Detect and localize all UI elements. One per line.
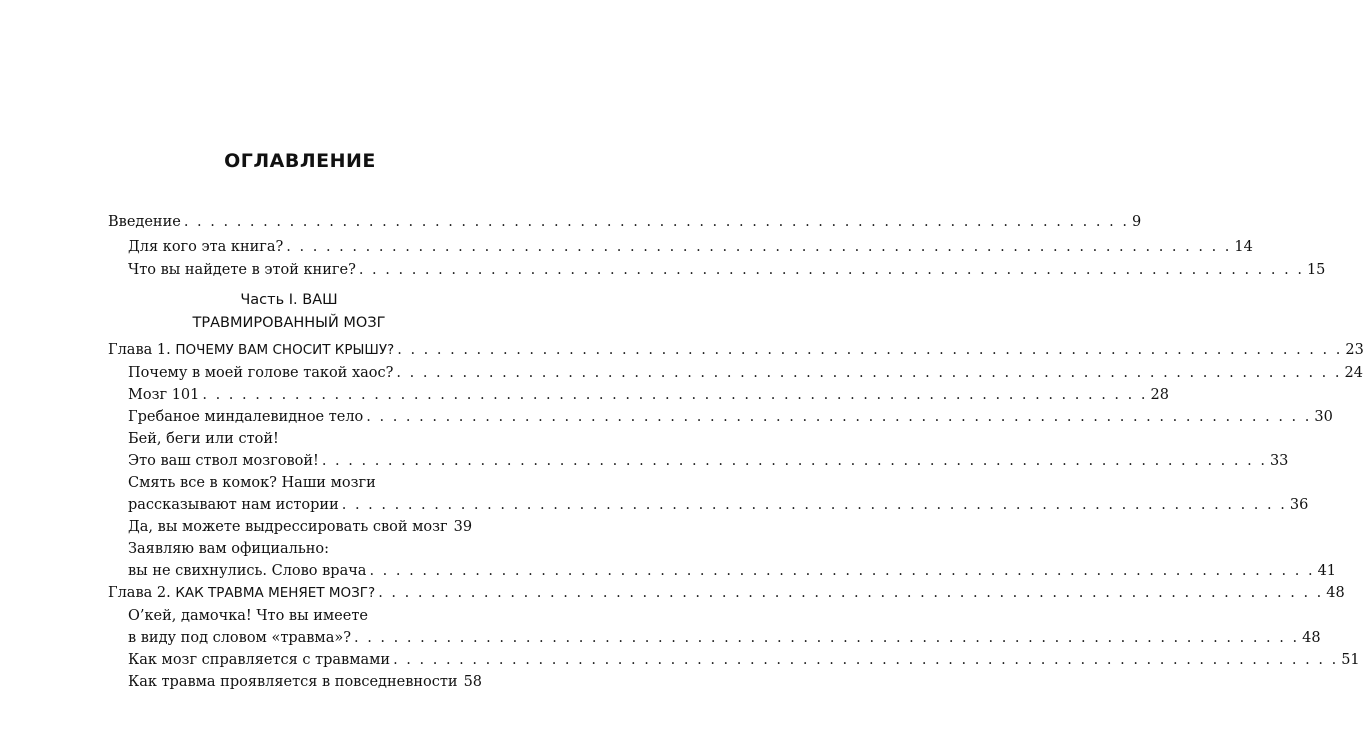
dot-leader bbox=[396, 364, 1341, 382]
toc-entry-page: 14 bbox=[1234, 239, 1253, 255]
toc-entry[interactable] bbox=[128, 408, 1333, 426]
page-title: ОГЛАВЛЕНИЕ bbox=[224, 150, 376, 172]
toc-entry-line[interactable] bbox=[128, 607, 470, 625]
toc-entry-label: Как травма проявляется в повседневности bbox=[128, 674, 458, 690]
chapter-title: КАК ТРАВМА МЕНЯЕТ МОЗГ? bbox=[175, 585, 376, 601]
toc-entry-page: 24 bbox=[1344, 365, 1363, 381]
toc-entry-page: 36 bbox=[1289, 497, 1309, 513]
toc-entry-page: 33 bbox=[1269, 453, 1289, 469]
toc-entry[interactable] bbox=[128, 629, 1321, 647]
chapter-title: ПОЧЕМУ ВАМ СНОСИТ КРЫШУ? bbox=[175, 342, 395, 358]
toc-entry[interactable] bbox=[128, 562, 1337, 580]
toc-entry-introduction[interactable] bbox=[108, 213, 1142, 231]
toc-entry-line[interactable] bbox=[128, 540, 470, 558]
toc-entry-label: Почему в моей голове такой хаос? bbox=[128, 365, 394, 381]
part-heading-line: Часть I. ВАШ bbox=[240, 292, 338, 308]
toc-entry-label: Смять все в комок? Наши мозги bbox=[128, 475, 376, 491]
toc-entry-line[interactable] bbox=[128, 474, 470, 492]
toc-entry-label: Как мозг справляется с травмами bbox=[128, 652, 391, 668]
toc-entry-page: 9 bbox=[1131, 214, 1142, 230]
toc-entry-label: Мозг 101 bbox=[128, 387, 200, 403]
dot-leader bbox=[286, 238, 1231, 256]
toc-entry-label: Что вы найдете в этой книге? bbox=[128, 262, 356, 278]
toc-entry-page: 28 bbox=[1150, 387, 1169, 403]
toc-entry[interactable] bbox=[128, 386, 1169, 404]
toc-entry-label: Для кого эта книга? bbox=[128, 239, 284, 255]
chapter-label bbox=[108, 341, 394, 359]
dot-leader bbox=[378, 584, 1323, 602]
toc-entry[interactable] bbox=[128, 496, 1309, 514]
dot-leader bbox=[397, 341, 1342, 359]
part-heading-line: ТРАВМИРОВАННЫЙ МОЗГ bbox=[192, 315, 386, 331]
toc-entry-page: 15 bbox=[1306, 262, 1326, 278]
toc-entry-label: вы не свихнулись. Слово врача bbox=[128, 563, 367, 579]
toc-entry-page: 58 bbox=[463, 674, 483, 690]
toc-entry-label: Да, вы можете выдрессировать свой мозг bbox=[128, 519, 448, 535]
toc-entry-label: О’кей, дамочка! Что вы имеете bbox=[128, 608, 368, 624]
toc-entry[interactable] bbox=[128, 651, 1360, 669]
toc-entry-line[interactable] bbox=[128, 430, 470, 448]
toc-entry-label: Бей, беги или стой! bbox=[128, 431, 279, 447]
toc-chapter-1[interactable] bbox=[108, 341, 1364, 359]
toc-entry-label: Гребаное миндалевидное тело bbox=[128, 409, 364, 425]
toc-entry-label: Заявляю вам официально: bbox=[128, 541, 330, 557]
dot-leader bbox=[184, 213, 1129, 231]
toc-entry-page: 39 bbox=[453, 519, 473, 535]
toc-entry[interactable] bbox=[128, 452, 1289, 470]
toc-entry[interactable] bbox=[128, 238, 1253, 256]
toc-chapter-2[interactable] bbox=[108, 584, 1345, 602]
dot-leader bbox=[202, 386, 1147, 404]
chapter-label bbox=[108, 584, 375, 602]
dot-leader bbox=[393, 651, 1338, 669]
dot-leader bbox=[322, 452, 1267, 470]
chapter-prefix: Глава 1. bbox=[108, 342, 171, 358]
toc-entry-label: в виду под словом «травма»? bbox=[128, 630, 351, 646]
toc-entry-page: 48 bbox=[1302, 630, 1321, 646]
toc-entry-label: рассказывают нам истории bbox=[128, 497, 339, 513]
toc-entry-page: 23 bbox=[1345, 342, 1364, 358]
dot-leader bbox=[369, 562, 1314, 580]
dot-leader bbox=[342, 496, 1287, 514]
toc-entry[interactable] bbox=[128, 518, 473, 536]
chapter-prefix: Глава 2. bbox=[108, 585, 171, 601]
dot-leader bbox=[366, 408, 1311, 426]
toc-entry[interactable] bbox=[128, 364, 1363, 382]
toc-entry-page: 51 bbox=[1341, 652, 1360, 668]
dot-leader bbox=[354, 629, 1299, 647]
toc-entry-page: 48 bbox=[1326, 585, 1345, 601]
toc-entry[interactable] bbox=[128, 673, 483, 691]
dot-leader bbox=[359, 261, 1304, 279]
toc-entry-page: 41 bbox=[1317, 563, 1337, 579]
toc-entry-label: Это ваш ствол мозговой! bbox=[128, 453, 319, 469]
toc-entry-page: 30 bbox=[1314, 409, 1333, 425]
toc-entry-label: Введение bbox=[108, 214, 181, 230]
toc-entry[interactable] bbox=[128, 261, 1326, 279]
